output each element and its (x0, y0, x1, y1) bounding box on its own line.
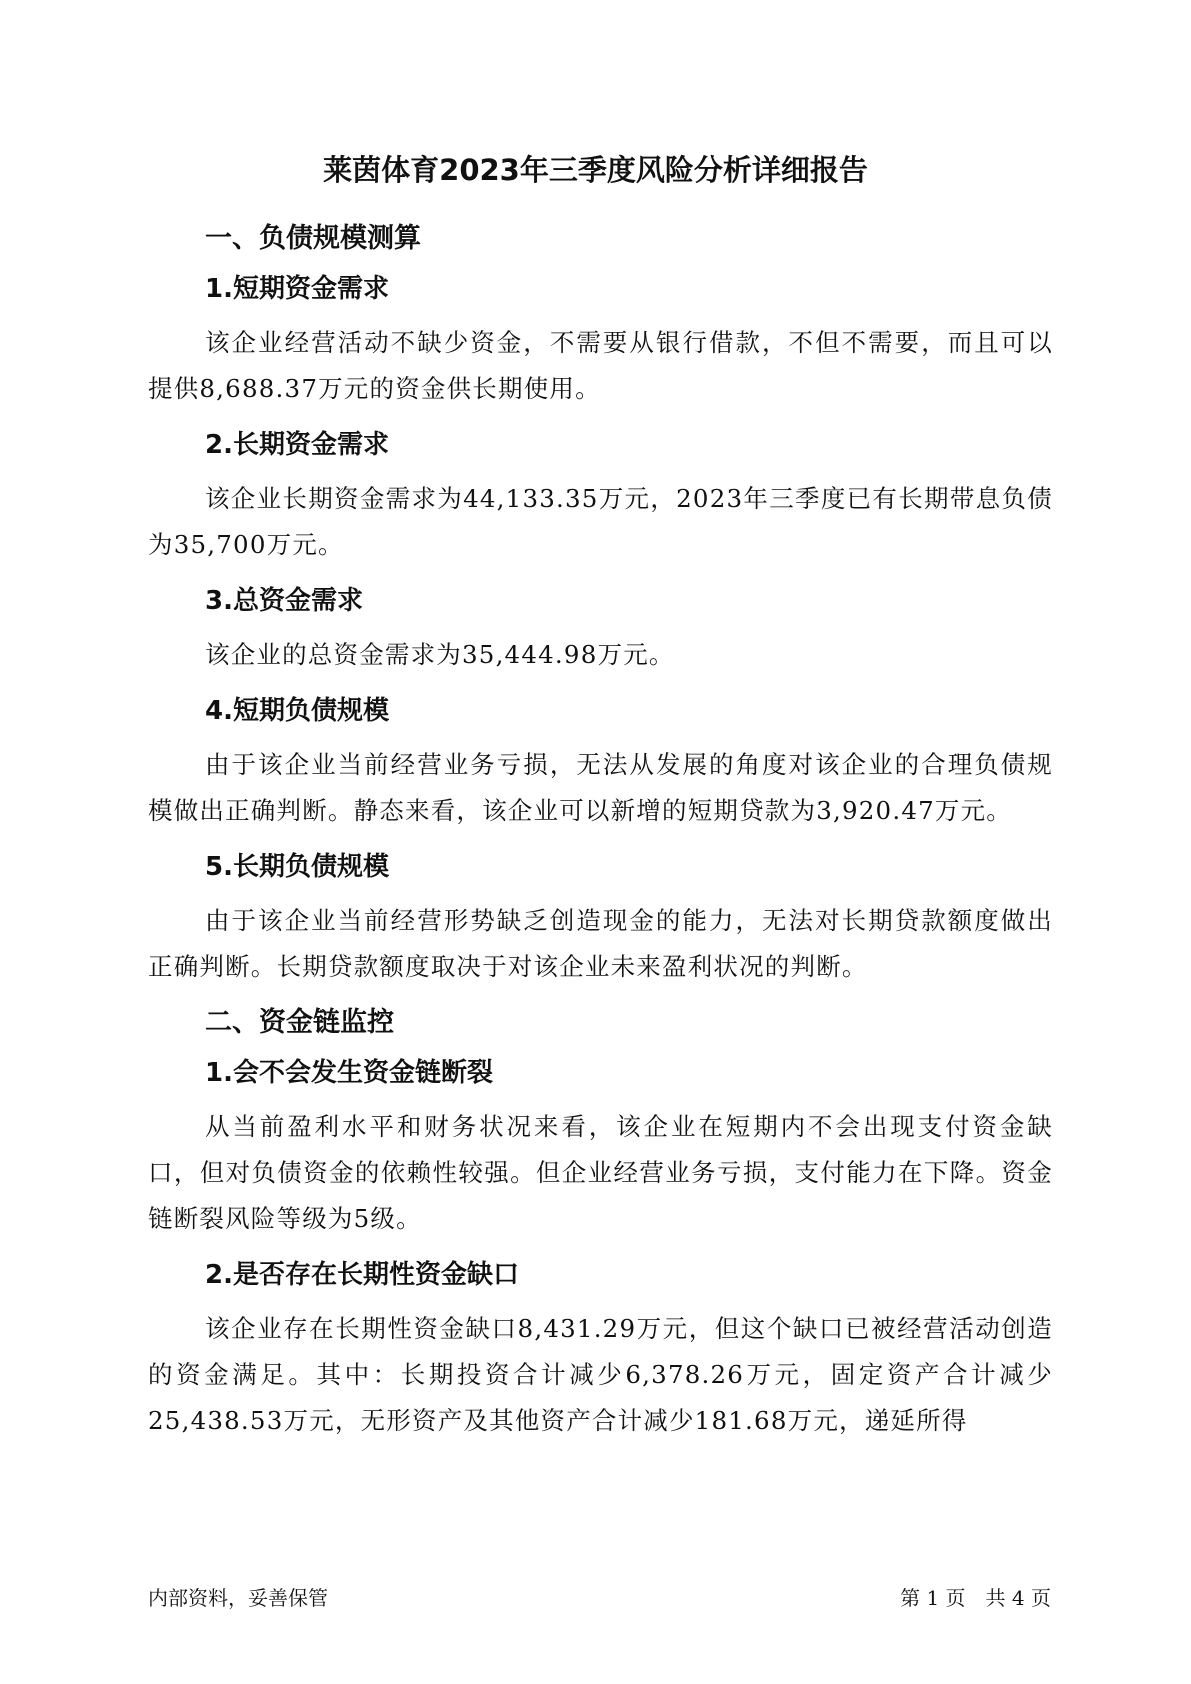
document-title: 莱茵体育2023年三季度风险分析详细报告 (323, 153, 868, 187)
paragraph-long-term-liability: 由于该企业当前经营形势缺乏创造现金的能力，无法对长期贷款额度做出正确判断。长期贷款额度取决于对该企业未来盈利状况的判断。 (148, 906, 1053, 981)
section-heading-cash-chain: 二、资金链监控 (205, 1007, 394, 1038)
paragraph-long-term-funds: 该企业长期资金需求为44,133.35万元，2023年三季度已有长期带息负债为35,700万元。 (148, 484, 1053, 559)
paragraph-long-term-gap: 该企业存在长期性资金缺口8,431.29万元，但这个缺口已被经营活动创造的资金满足。其中：长期投资合计减少6,378.26万元，固定资产合计减少25,438.53万元，无形资产及其他资产合计减少181.68万元，递延所得 (148, 1314, 1053, 1435)
footer-page-number: 第 1 页 共 4 页 (900, 1586, 1051, 1610)
subsection-heading-long-term-liability: 5.长期负债规模 (205, 852, 389, 882)
subsection-heading-short-term-funds: 1.短期资金需求 (205, 274, 389, 304)
paragraph-short-term-liability: 由于该企业当前经营业务亏损，无法从发展的角度对该企业的合理负债规模做出正确判断。静态来看，该企业可以新增的短期贷款为3,920.47万元。 (148, 750, 1053, 825)
section-heading-liability: 一、负债规模测算 (205, 223, 421, 254)
paragraph-total-funds: 该企业的总资金需求为35,444.98万元。 (205, 640, 675, 669)
subsection-heading-long-term-funds: 2.长期资金需求 (205, 430, 389, 460)
subsection-heading-short-term-liability: 4.短期负债规模 (205, 696, 389, 726)
document-body (148, 220, 1053, 1458)
paragraph-short-term-funds: 该企业经营活动不缺少资金，不需要从银行借款，不但不需要，而且可以提供8,688.37万元的资金供长期使用。 (148, 328, 1053, 403)
subsection-heading-long-term-gap: 2.是否存在长期性资金缺口 (205, 1260, 519, 1290)
subsection-heading-chain-break: 1.会不会发生资金链断裂 (205, 1058, 493, 1088)
footer-confidential-note: 内部资料，妥善保管 (148, 1586, 328, 1610)
subsection-heading-total-funds: 3.总资金需求 (205, 586, 363, 616)
paragraph-chain-break: 从当前盈利水平和财务状况来看，该企业在短期内不会出现支付资金缺口，但对负债资金的依赖性较强。但企业经营业务亏损，支付能力在下降。资金链断裂风险等级为5级。 (148, 1112, 1053, 1233)
